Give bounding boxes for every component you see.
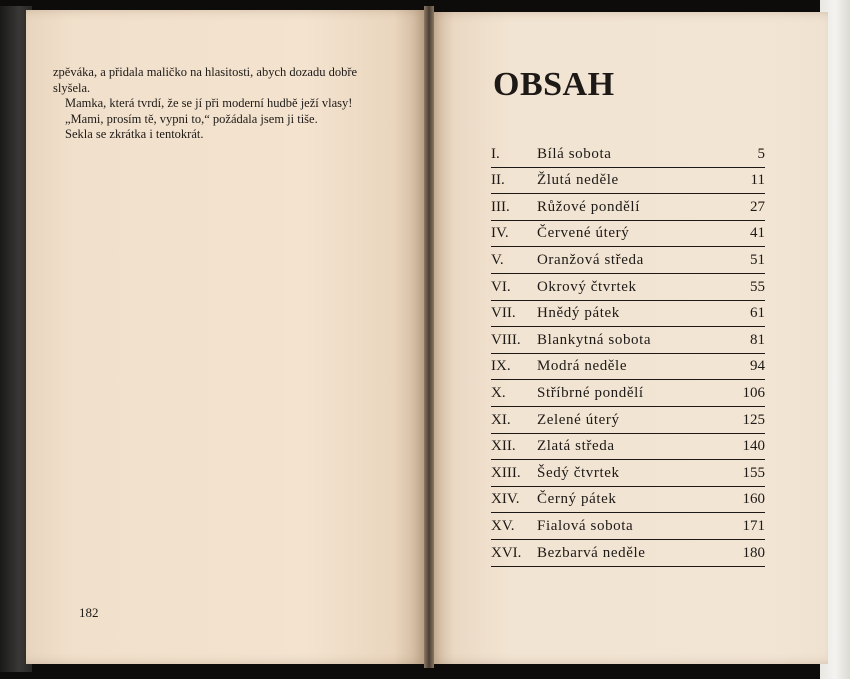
paragraph: zpěváka, a přidala maličko na hlasitosti, abych dozadu dobře slyšela. xyxy=(53,65,358,95)
toc-chapter-title: Zelené úterý xyxy=(537,411,620,428)
toc-page-number: 155 xyxy=(742,464,765,481)
toc-entry xyxy=(491,168,765,195)
toc-entry xyxy=(491,194,765,221)
toc-page-number: 171 xyxy=(742,517,765,534)
toc-chapter-title: Oranžová středa xyxy=(537,251,644,268)
page-number: 182 xyxy=(79,605,99,620)
paragraph: Mamka, která tvrdí, že se jí při moderní hudbě ježí vlasy! xyxy=(65,96,353,110)
toc-entry xyxy=(491,460,765,487)
toc-chapter-title: Blankytná sobota xyxy=(537,331,652,348)
toc-chapter-title: Bezbarvá neděle xyxy=(537,544,646,561)
toc-page-number: 140 xyxy=(742,438,765,455)
toc-chapter-number: V. xyxy=(491,251,504,268)
toc-chapter-title: Modrá neděle xyxy=(537,358,628,375)
toc-entry xyxy=(491,274,765,301)
toc-chapter-title: Stříbrné pondělí xyxy=(537,384,644,401)
toc-chapter-number: I. xyxy=(491,145,500,162)
left-page-text xyxy=(53,65,393,143)
toc-chapter-title: Růžové pondělí xyxy=(537,198,640,215)
toc-chapter-title: Bílá sobota xyxy=(537,145,612,162)
table-of-contents xyxy=(491,141,765,567)
toc-entry xyxy=(491,354,765,381)
toc-chapter-number: XI. xyxy=(491,411,511,428)
toc-chapter-number: VIII. xyxy=(491,331,521,348)
paragraph: „Mami, prosím tě, vypni to,“ požádala jsem ji tiše. xyxy=(65,111,318,126)
toc-chapter-title: Šedý čtvrtek xyxy=(537,464,620,481)
toc-chapter-title: Černý pátek xyxy=(537,491,617,508)
toc-chapter-title: Žlutá neděle xyxy=(537,172,619,189)
toc-page-number: 55 xyxy=(750,278,765,295)
toc-chapter-title: Fialová sobota xyxy=(537,517,634,534)
toc-chapter-number: XIV. xyxy=(491,491,520,508)
toc-page-number: 27 xyxy=(750,198,765,215)
toc-page-number: 106 xyxy=(742,384,765,401)
toc-page-number: 11 xyxy=(750,172,765,189)
toc-entry xyxy=(491,513,765,540)
toc-chapter-title: Hnědý pátek xyxy=(537,305,620,322)
toc-chapter-title: Červené úterý xyxy=(537,225,630,242)
toc-chapter-number: XIII. xyxy=(491,464,521,481)
toc-entry xyxy=(491,434,765,461)
toc-page-number: 160 xyxy=(742,491,765,508)
toc-entry xyxy=(491,301,765,328)
toc-entry xyxy=(491,380,765,407)
toc-chapter-number: XVI. xyxy=(491,544,522,561)
toc-chapter-number: X. xyxy=(491,384,506,401)
toc-entry xyxy=(491,327,765,354)
toc-page-number: 81 xyxy=(750,331,765,348)
toc-entry xyxy=(491,407,765,434)
toc-page-number: 125 xyxy=(742,411,765,428)
toc-chapter-number: XV. xyxy=(491,517,515,534)
toc-page-number: 41 xyxy=(750,225,765,242)
toc-entry xyxy=(491,247,765,274)
paragraph: Sekla se zkrátka i tentokrát. xyxy=(65,127,204,141)
toc-page-number: 180 xyxy=(742,544,765,561)
toc-entry xyxy=(491,141,765,168)
toc-chapter-title: Zlatá středa xyxy=(537,438,615,455)
toc-page-number: 61 xyxy=(750,305,765,322)
toc-chapter-number: VI. xyxy=(491,278,511,295)
toc-chapter-title: Okrový čtvrtek xyxy=(537,278,637,295)
toc-entry xyxy=(491,487,765,514)
toc-chapter-number: XII. xyxy=(491,438,516,455)
toc-chapter-number: IV. xyxy=(491,225,509,242)
toc-chapter-number: VII. xyxy=(491,305,516,322)
toc-chapter-number: III. xyxy=(491,198,510,215)
toc-chapter-number: IX. xyxy=(491,358,511,375)
page-title: OBSAH xyxy=(493,66,615,103)
toc-page-number: 94 xyxy=(750,358,765,375)
toc-page-number: 5 xyxy=(757,145,765,162)
toc-page-number: 51 xyxy=(750,251,765,268)
toc-entry xyxy=(491,221,765,248)
toc-entry xyxy=(491,540,765,567)
toc-chapter-number: II. xyxy=(491,172,505,189)
book-spine-gutter xyxy=(424,6,434,668)
